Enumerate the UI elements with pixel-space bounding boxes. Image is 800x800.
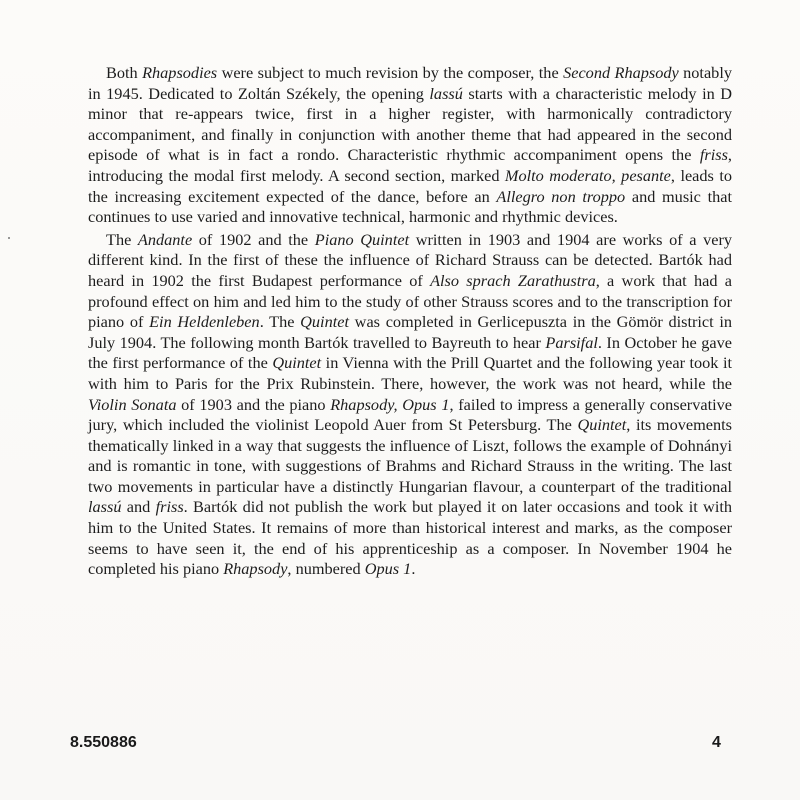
text-run: . In October he gave the first performance of the [88,332,733,373]
text-run: , introducing the modal first melody. A second section, marked [88,145,732,185]
paragraph-rhapsodies [88,63,732,228]
italic-title: Quintet [272,353,322,373]
italic-title: Rhapsody [223,559,288,579]
italic-title: Allegro non troppo [496,186,626,206]
text-run: . Bartók did not publish the work but played it on later occasions and took it with him to the United States. It remains of more than historical interest and marks, as the composer seems to have seen it, the end of his apprenticeship as a composer. In November 1904 he completed his piano [88,497,733,579]
text-run: in Vienna with the Prill Quartet and the following year took it with him to Paris for the Prix Rubinstein. There, however, the work was not heard, while the [88,353,732,393]
text-run: The [106,229,138,249]
text-run: , numbered [287,559,365,579]
italic-title: lassú [429,83,463,103]
italic-title: Second Rhapsody [563,63,679,82]
italic-title: Quintet [300,312,349,332]
italic-title: Violin Sonata [88,394,177,414]
italic-title: Molto moderato, pesante [504,165,671,185]
text-run: , failed to impress a generally conservative jury, which included the violinist Leopold Auer from St Petersburg. The [88,394,733,435]
italic-title: Quintet [577,415,627,435]
text-run: of 1903 and the piano [176,394,331,414]
text-run: notably in 1945. Dedicated to Zoltán Székely, the opening [88,63,732,103]
text-run: . [411,559,416,579]
italic-title: Rhapsodies [142,63,218,82]
text-run: , leads to the increasing excitement expected of the dance, before an [88,165,732,206]
text-run: of 1902 and the [192,229,315,249]
catalog-number: 8.550886 [70,734,137,751]
italic-title: Ein Heldenleben [149,312,260,332]
print-speck [8,237,10,239]
italic-title: lassú [88,497,122,517]
text-run: were subject to much revision by the composer, the [217,63,564,82]
italic-title: friss [699,145,728,165]
text-run: starts with a characteristic melody in D minor that re-appears twice, first in a higher register, with harmonically contradictory accompaniment, and finally in conjunction with another theme that had appeared in the second episode of what is in fact a rondo. Characteristic rhythmic accompaniment opens the [88,83,732,165]
paragraph-andante-quintet [88,230,732,580]
italic-title: Piano Quintet [314,229,410,249]
text-run: . The [259,312,301,332]
text-run: and [121,497,156,517]
body-text [88,63,732,582]
italic-title: Rhapsody, Opus 1 [330,394,450,414]
italic-title: friss [155,497,184,517]
text-run: and music that continues to use varied and innovative technical, harmonic and rhythmic devices. [88,186,732,227]
italic-title: Also sprach Zarathustra [430,270,596,290]
italic-title: Andante [137,229,193,249]
italic-title: Opus 1 [364,559,412,579]
text-run: was completed in Gerlicepuszta in the Gömör district in July 1904. The following month Bartók travelled to Bayreuth to hear [88,312,733,352]
text-run: , its movements thematically linked in a way that suggests the influence of Liszt, follows the example of Dohnányi and is romantic in tone, with suggestions of Brahms and Richard Strauss in the writing. The last two movements in particular have a distinctly Hungarian flavour, a counterpart of the traditional [88,415,732,496]
text-run: written in 1903 and 1904 are works of a very different kind. In the first of these the influence of Richard Strauss can be detected. Bartók had heard in 1902 the first Budapest performance of [88,229,733,290]
text-run: , a work that had a profound effect on him and led him to the study of other Strauss scores and to the transcription for piano of [88,270,732,332]
italic-title: Parsifal [545,332,598,352]
text-run: Both [106,63,143,82]
page-number: 4 [712,734,721,751]
